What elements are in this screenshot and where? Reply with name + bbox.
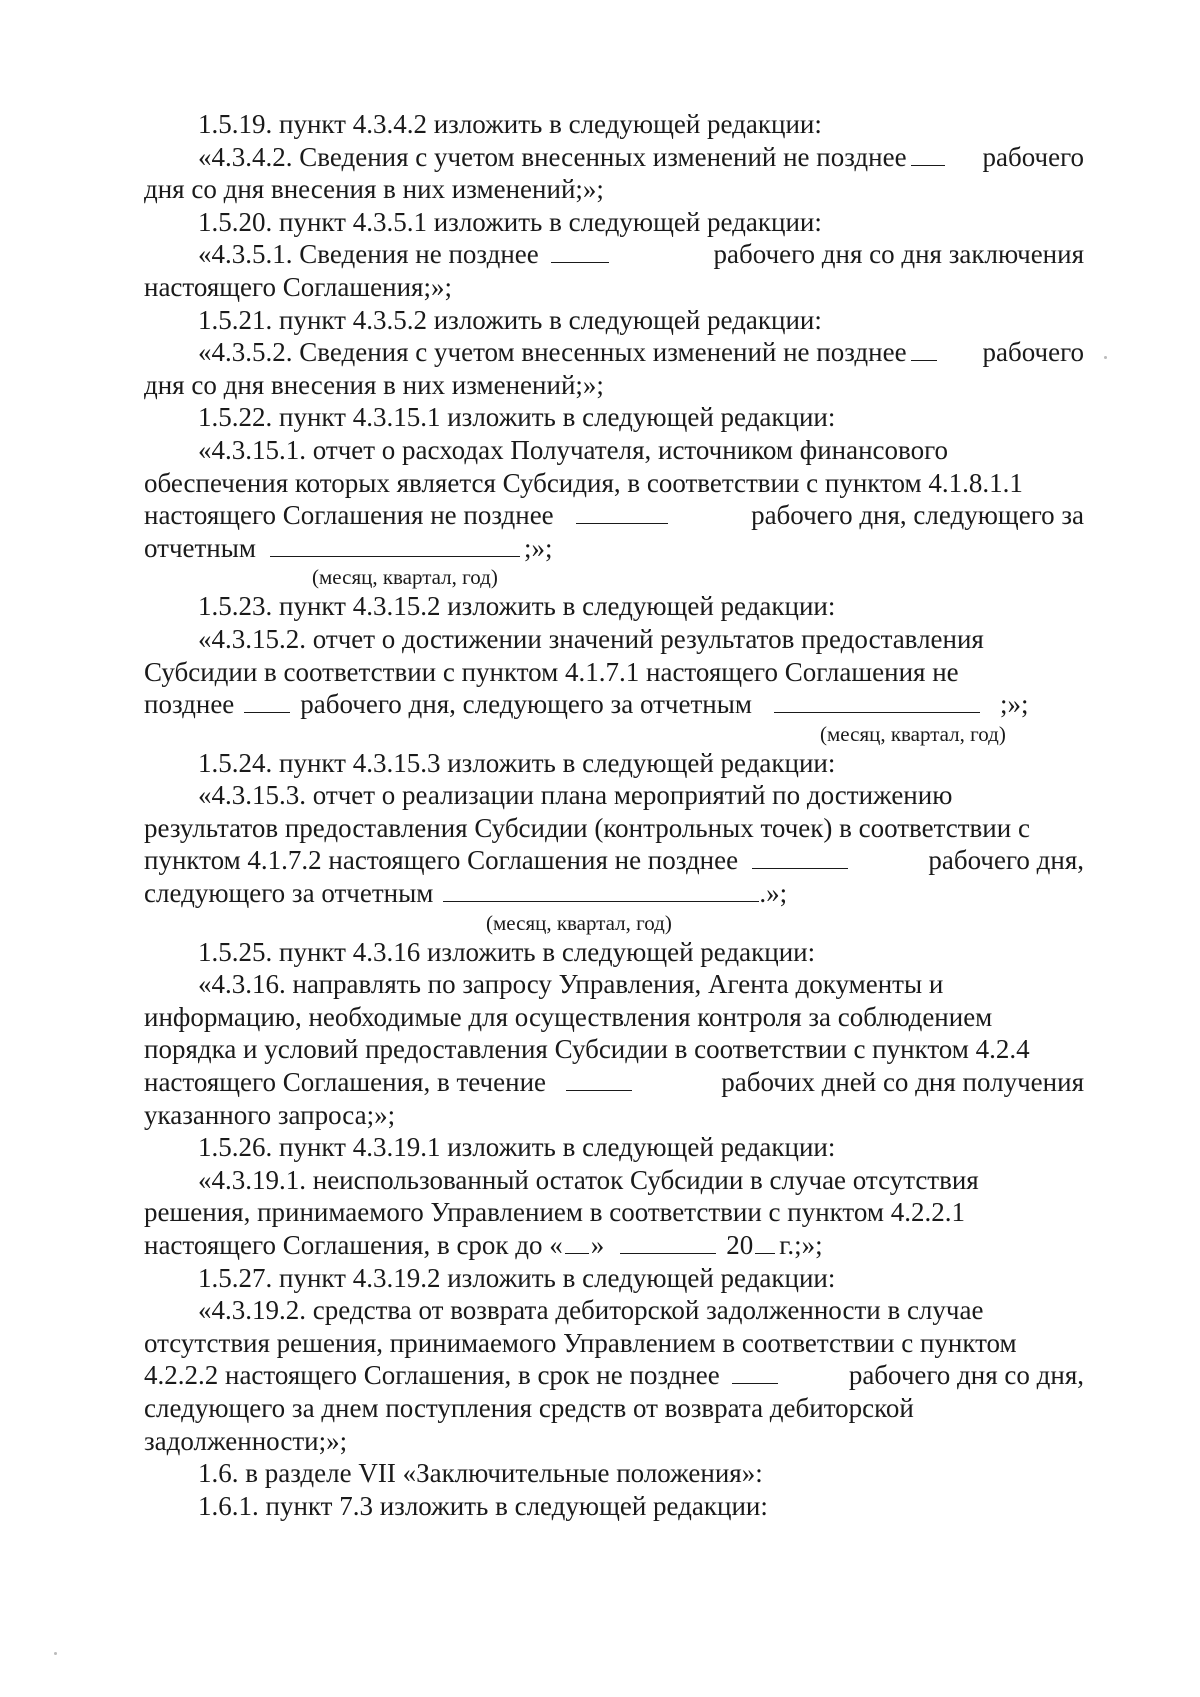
fill-in-blank — [565, 1231, 589, 1254]
clause-heading: 1.6.1. пункт 7.3 изложить в следующей редакции: — [198, 1490, 768, 1521]
fill-in-blank — [620, 1231, 716, 1254]
clause-text-line — [144, 812, 1084, 845]
clause-heading: 1.5.22. пункт 4.3.15.1 изложить в следующей редакции: — [198, 402, 836, 433]
clause-text-line — [144, 141, 1084, 174]
clause-heading: 1.5.27. пункт 4.3.19.2 изложить в следующей редакции: — [198, 1262, 836, 1293]
clause-text-line: задолженности;»; — [144, 1425, 348, 1456]
text-fragment: ;»; — [999, 689, 1029, 720]
text-fragment: ;»; — [523, 532, 553, 563]
text-fragment: позднее — [144, 689, 235, 720]
text-fragment: 20 — [726, 1230, 754, 1260]
text-fragment: «4.3.19.2. средства от возврата дебиторской задолженности в случае — [198, 1295, 984, 1326]
text-fragment: отсутствия решения, принимаемого Управлением в соответствии с пунктом — [144, 1327, 1017, 1358]
clause-text-line — [144, 1294, 1084, 1327]
clause-text-line: порядка и условий предоставления Субсидии в соответствии с пунктом 4.2.4 — [144, 1034, 1030, 1065]
text-fragment: настоящего Соглашения не позднее — [144, 500, 554, 531]
text-fragment: «4.3.5.1. Сведения не позднее — [198, 239, 539, 270]
text-fragment: следующего за днем поступления средств от возврата дебиторской — [144, 1392, 914, 1423]
fill-in-blank — [576, 501, 668, 524]
text-fragment: «4.3.4.2. Сведения с учетом внесенных изменений не позднее — [198, 141, 907, 172]
text-fragment: рабочего дня, — [928, 845, 1084, 876]
clause-text-line — [144, 688, 1084, 721]
text-fragment: «4.3.15.2. отчет о достижении значений результатов предоставления — [198, 623, 984, 654]
text-fragment: «4.3.19.1. неиспользованный остаток Субсидии в случае отсутствия — [198, 1164, 979, 1195]
section-heading: 1.6. в разделе VII «Заключительные положения»: — [198, 1458, 763, 1489]
fill-in-blank — [443, 879, 759, 902]
clause-heading: 1.5.23. пункт 4.3.15.2 изложить в следующей редакции: — [198, 591, 836, 622]
clause-text-line — [144, 1066, 1084, 1099]
clause-heading: 1.5.19. пункт 4.3.4.2 изложить в следующей редакции: — [198, 109, 822, 139]
clause-text-line — [144, 1164, 1084, 1197]
clause-text-line — [144, 623, 1084, 656]
text-fragment: результатов предоставления Субсидии (контрольных точек) в соответствии с — [144, 812, 1030, 843]
clause-text-line — [144, 779, 1084, 812]
field-caption: (месяц, квартал, год) — [486, 910, 672, 935]
text-fragment: рабочего дня со дня заключения — [713, 239, 1084, 270]
field-caption: (месяц, квартал, год) — [312, 565, 498, 590]
clause-text-line — [144, 1392, 1084, 1425]
clause-text-line — [144, 238, 1084, 271]
clause-text-line — [144, 656, 1084, 689]
fill-in-blank — [911, 338, 937, 361]
fill-in-blank — [752, 846, 848, 869]
fill-in-blank — [774, 690, 980, 713]
text-fragment: отчетным — [144, 532, 256, 563]
clause-heading: 1.5.20. пункт 4.3.5.1 изложить в следующей редакции: — [198, 206, 822, 237]
text-fragment: рабочего дня со дня, — [848, 1360, 1084, 1391]
text-fragment: рабочего дня, следующего за отчетным — [300, 689, 752, 720]
fill-in-blank — [911, 143, 945, 166]
clause-text-line — [144, 844, 1084, 877]
text-fragment: «4.3.15.1. отчет о расходах Получателя, источником финансового — [198, 434, 948, 465]
clause-heading: 1.5.25. пункт 4.3.16 изложить в следующей редакции: — [198, 936, 816, 967]
text-fragment: .»; — [759, 878, 788, 909]
clause-text-line — [144, 1001, 1084, 1034]
clause-text-line — [144, 1327, 1084, 1360]
text-fragment: настоящего Соглашения, в течение — [144, 1067, 547, 1098]
text-fragment: следующего за отчетным — [144, 878, 434, 909]
clause-text-line — [144, 1196, 1084, 1229]
text-fragment: информацию, необходимые для осуществления контроля за соблюдением — [144, 1001, 993, 1032]
document-body — [144, 108, 1084, 1522]
clause-text-line — [144, 532, 1084, 565]
text-fragment: «4.3.5.2. Сведения с учетом внесенных изменений не позднее — [198, 337, 907, 368]
clause-text-line: указанного запроса;»; — [144, 1099, 396, 1130]
clause-heading: 1.5.24. пункт 4.3.15.3 изложить в следующей редакции: — [198, 747, 836, 778]
text-fragment: «4.3.15.3. отчет о реализации плана мероприятий по достижению — [198, 780, 953, 811]
text-fragment: рабочего — [982, 337, 1084, 368]
text-fragment: рабочего дня, следующего за — [751, 500, 1084, 531]
clause-text-line: настоящего Соглашения;»; — [144, 271, 452, 302]
text-fragment: г.;»; — [779, 1230, 823, 1260]
fill-in-blank — [732, 1361, 778, 1384]
text-fragment: пунктом 4.1.7.2 настоящего Соглашения не позднее — [144, 845, 739, 876]
field-caption: (месяц, квартал, год) — [820, 721, 1006, 746]
clause-text-line: обеспечения которых является Субсидия, в соответствии с пунктом 4.1.8.1.1 — [144, 467, 1023, 498]
text-fragment: » — [590, 1230, 605, 1260]
fill-in-blank — [566, 1068, 632, 1091]
clause-text-line — [144, 499, 1084, 532]
text-fragment: рабочих дней со дня получения — [721, 1067, 1084, 1098]
clause-text-line: дня со дня внесения в них изменений;»; — [144, 174, 604, 205]
clause-text-line — [144, 1359, 1084, 1392]
text-fragment: рабочего — [982, 141, 1084, 172]
fill-in-blank — [270, 534, 520, 557]
clause-text-line — [144, 877, 1084, 910]
scan-speck — [1104, 356, 1107, 359]
scan-speck — [54, 1652, 57, 1655]
clause-text-line — [144, 434, 1084, 467]
text-fragment: Субсидии в соответствии с пунктом 4.1.7.1 настоящего Соглашения не — [144, 656, 959, 687]
fill-in-blank — [244, 690, 290, 713]
fill-in-blank — [755, 1231, 775, 1254]
clause-text-line: дня со дня внесения в них изменений;»; — [144, 369, 604, 400]
clause-text-line — [144, 336, 1084, 369]
text-fragment: «4.3.16. направлять по запросу Управления, Агента документы и — [198, 969, 944, 1000]
text-fragment: решения, принимаемого Управлением в соответствии с пунктом 4.2.2.1 — [144, 1197, 965, 1228]
fill-in-blank — [551, 240, 609, 263]
text-fragment: 4.2.2.2 настоящего Соглашения, в срок не позднее — [144, 1360, 720, 1391]
clause-heading: 1.5.21. пункт 4.3.5.2 изложить в следующей редакции: — [198, 304, 822, 335]
clause-heading: 1.5.26. пункт 4.3.19.1 изложить в следующей редакции: — [198, 1132, 836, 1163]
clause-text-line — [144, 968, 1084, 1001]
clause-text-line — [144, 1229, 1084, 1262]
text-fragment: настоящего Соглашения, в срок до « — [144, 1230, 563, 1260]
